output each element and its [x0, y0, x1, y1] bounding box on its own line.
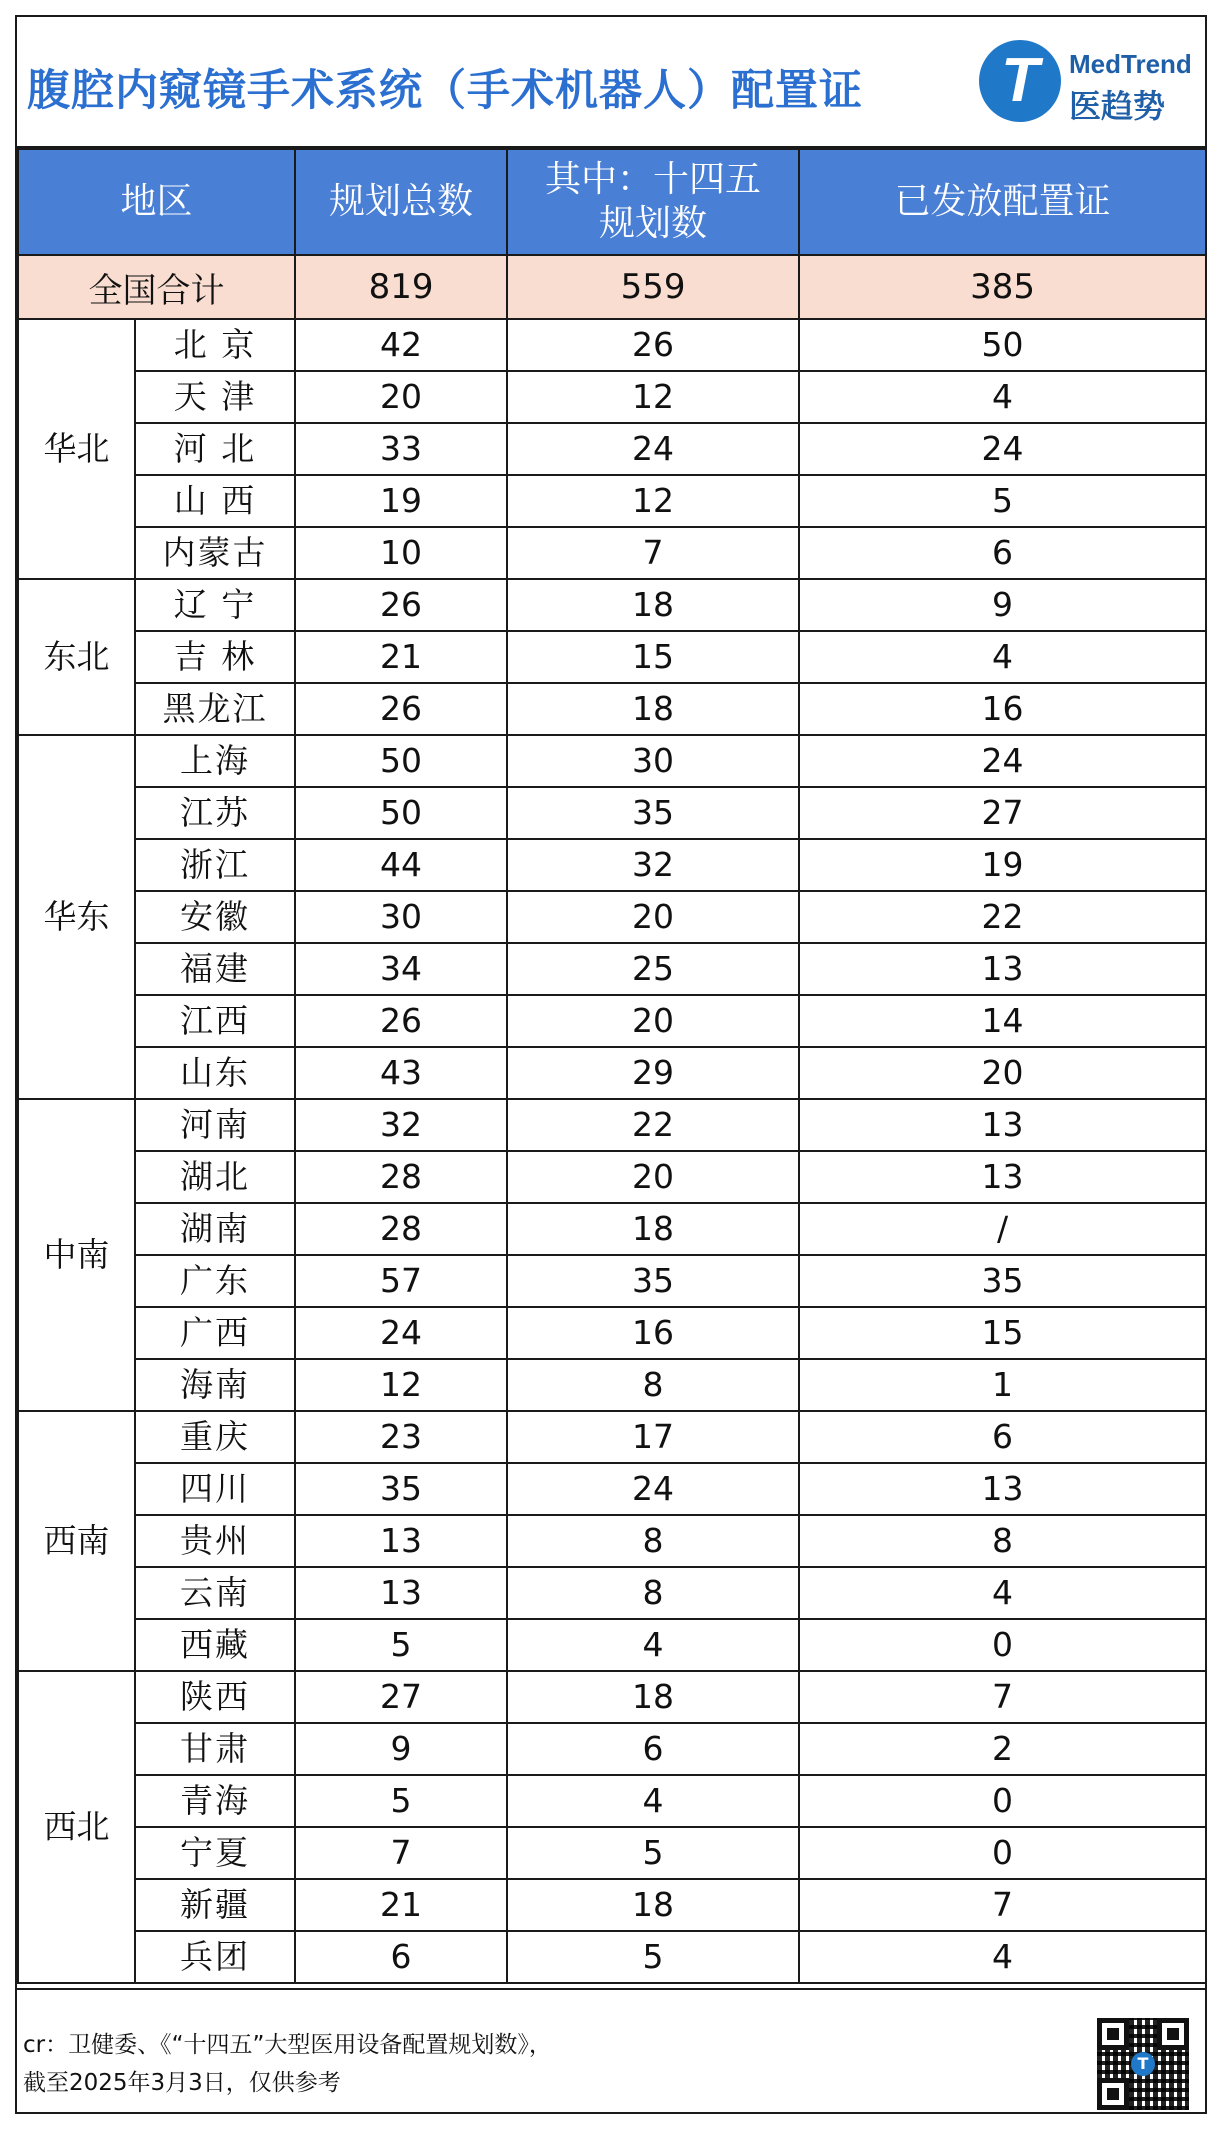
- plan14-cell: 5: [507, 1931, 799, 1983]
- plan14-cell: 17: [507, 1411, 799, 1463]
- table-row: [18, 1203, 1206, 1255]
- planned-total-cell: 50: [295, 735, 507, 787]
- logo-text-cn: 医趋势: [1069, 87, 1166, 125]
- issued-cell: 5: [799, 475, 1206, 527]
- province-cell: 广西: [135, 1307, 295, 1359]
- province-cell: 四川: [135, 1463, 295, 1515]
- table-row: [18, 1671, 1206, 1723]
- planned-total-cell: 32: [295, 1099, 507, 1151]
- issued-cell: 6: [799, 1411, 1206, 1463]
- plan14-cell: 12: [507, 475, 799, 527]
- issued-cell: 50: [799, 319, 1206, 371]
- planned-total-cell: 9: [295, 1723, 507, 1775]
- province-cell: 辽 宁: [135, 579, 295, 631]
- planned-total-cell: 23: [295, 1411, 507, 1463]
- planned-total-cell: 28: [295, 1203, 507, 1255]
- province-cell: 山东: [135, 1047, 295, 1099]
- planned-total-cell: 34: [295, 943, 507, 995]
- plan14-cell: 7: [507, 527, 799, 579]
- issued-cell: 0: [799, 1775, 1206, 1827]
- planned-total-cell: 13: [295, 1515, 507, 1567]
- province-cell: 北 京: [135, 319, 295, 371]
- issued-cell: 7: [799, 1671, 1206, 1723]
- plan14-cell: 20: [507, 891, 799, 943]
- plan14-cell: 20: [507, 995, 799, 1047]
- province-cell: 海南: [135, 1359, 295, 1411]
- issued-cell: 4: [799, 1931, 1206, 1983]
- plan14-cell: 18: [507, 1879, 799, 1931]
- table-row: [18, 475, 1206, 527]
- plan14-cell: 8: [507, 1515, 799, 1567]
- plan14-cell: 8: [507, 1567, 799, 1619]
- issued-cell: 4: [799, 1567, 1206, 1619]
- table-row: [18, 423, 1206, 475]
- table-row: [18, 371, 1206, 423]
- planned-total-cell: 28: [295, 1151, 507, 1203]
- planned-total-cell: 21: [295, 1879, 507, 1931]
- issued-cell: 13: [799, 1099, 1206, 1151]
- plan14-cell: 30: [507, 735, 799, 787]
- title-bar: [17, 17, 1205, 148]
- province-cell: 内蒙古: [135, 527, 295, 579]
- table-row: [18, 1619, 1206, 1671]
- planned-total-cell: 24: [295, 1307, 507, 1359]
- province-cell: 浙江: [135, 839, 295, 891]
- header-region: 地区: [18, 149, 295, 255]
- planned-total-cell: 5: [295, 1619, 507, 1671]
- province-cell: 湖南: [135, 1203, 295, 1255]
- table-row: [18, 735, 1206, 787]
- planned-total-cell: 12: [295, 1359, 507, 1411]
- region-cell: 西北: [18, 1671, 135, 1983]
- total-planned: 819: [295, 255, 507, 319]
- plan14-cell: 16: [507, 1307, 799, 1359]
- issued-cell: 2: [799, 1723, 1206, 1775]
- issued-cell: 19: [799, 839, 1206, 891]
- planned-total-cell: 5: [295, 1775, 507, 1827]
- table-row: [18, 1931, 1206, 1983]
- province-cell: 安徽: [135, 891, 295, 943]
- table-row: [18, 527, 1206, 579]
- region-cell: 华东: [18, 735, 135, 1099]
- planned-total-cell: 21: [295, 631, 507, 683]
- plan14-cell: 29: [507, 1047, 799, 1099]
- plan14-cell: 4: [507, 1619, 799, 1671]
- table-row: [18, 1879, 1206, 1931]
- province-cell: 江苏: [135, 787, 295, 839]
- province-cell: 上海: [135, 735, 295, 787]
- province-cell: 贵州: [135, 1515, 295, 1567]
- issued-cell: 1: [799, 1359, 1206, 1411]
- plan14-cell: 25: [507, 943, 799, 995]
- province-cell: 河 北: [135, 423, 295, 475]
- total-label: 全国合计: [18, 255, 295, 319]
- table-row: [18, 1255, 1206, 1307]
- planned-total-cell: 57: [295, 1255, 507, 1307]
- issued-cell: 8: [799, 1515, 1206, 1567]
- header-total: 规划总数: [295, 149, 507, 255]
- province-cell: 湖北: [135, 1151, 295, 1203]
- table-row: [18, 319, 1206, 371]
- region-cell: 中南: [18, 1099, 135, 1411]
- planned-total-cell: 26: [295, 995, 507, 1047]
- plan14-cell: 15: [507, 631, 799, 683]
- planned-total-cell: 13: [295, 1567, 507, 1619]
- plan14-cell: 18: [507, 683, 799, 735]
- plan14-cell: 32: [507, 839, 799, 891]
- header-plan14-line1: 其中：十四五: [545, 159, 762, 200]
- plan14-cell: 22: [507, 1099, 799, 1151]
- province-cell: 青海: [135, 1775, 295, 1827]
- table-row: [18, 1099, 1206, 1151]
- issued-cell: 13: [799, 1151, 1206, 1203]
- plan14-cell: 18: [507, 579, 799, 631]
- province-cell: 广东: [135, 1255, 295, 1307]
- planned-total-cell: 35: [295, 1463, 507, 1515]
- plan14-cell: 20: [507, 1151, 799, 1203]
- table-row: [18, 1567, 1206, 1619]
- qr-finder-top-left: [1097, 2018, 1129, 2050]
- plan14-cell: 35: [507, 1255, 799, 1307]
- province-cell: 新疆: [135, 1879, 295, 1931]
- qr-finder-top-right: [1157, 2018, 1189, 2050]
- table-row: [18, 1463, 1206, 1515]
- table-row: [18, 995, 1206, 1047]
- table-row: [18, 891, 1206, 943]
- province-cell: 宁夏: [135, 1827, 295, 1879]
- issued-cell: 4: [799, 371, 1206, 423]
- planned-total-cell: 26: [295, 579, 507, 631]
- total-issued: 385: [799, 255, 1206, 319]
- province-cell: 兵团: [135, 1931, 295, 1983]
- planned-total-cell: 20: [295, 371, 507, 423]
- table-row: [18, 1723, 1206, 1775]
- table-row: [18, 1047, 1206, 1099]
- header-plan14-line2: 规划数: [599, 203, 708, 244]
- table-row: [18, 1827, 1206, 1879]
- planned-total-cell: 19: [295, 475, 507, 527]
- planned-total-cell: 50: [295, 787, 507, 839]
- issued-cell: 35: [799, 1255, 1206, 1307]
- plan14-cell: 24: [507, 1463, 799, 1515]
- planned-total-cell: 30: [295, 891, 507, 943]
- issued-cell: 0: [799, 1827, 1206, 1879]
- planned-total-cell: 7: [295, 1827, 507, 1879]
- issued-cell: 14: [799, 995, 1206, 1047]
- planned-total-cell: 33: [295, 423, 507, 475]
- plan14-cell: 18: [507, 1203, 799, 1255]
- issued-cell: 7: [799, 1879, 1206, 1931]
- province-cell: 福建: [135, 943, 295, 995]
- table-row: [18, 1359, 1206, 1411]
- province-cell: 山 西: [135, 475, 295, 527]
- table-row: [18, 1411, 1206, 1463]
- region-cell: 西南: [18, 1411, 135, 1671]
- planned-total-cell: 26: [295, 683, 507, 735]
- header-plan14: [507, 149, 799, 255]
- province-cell: 陕西: [135, 1671, 295, 1723]
- table-row: [18, 839, 1206, 891]
- issued-cell: /: [799, 1203, 1206, 1255]
- planned-total-cell: 10: [295, 527, 507, 579]
- plan14-cell: 4: [507, 1775, 799, 1827]
- issued-cell: 27: [799, 787, 1206, 839]
- source-note-line1: cr：卫健委、《“十四五”大型医用设备配置规划数》，: [23, 2032, 552, 2058]
- planned-total-cell: 6: [295, 1931, 507, 1983]
- page-title: 腹腔内窥镜手术系统（手术机器人）配置证: [27, 66, 863, 116]
- table-row: [18, 1307, 1206, 1359]
- page-frame: [15, 15, 1207, 2114]
- plan14-cell: 5: [507, 1827, 799, 1879]
- table-row: [18, 631, 1206, 683]
- province-cell: 江西: [135, 995, 295, 1047]
- table-row: [18, 1515, 1206, 1567]
- province-cell: 吉 林: [135, 631, 295, 683]
- table-row: [18, 683, 1206, 735]
- planned-total-cell: 42: [295, 319, 507, 371]
- header-issued: 已发放配置证: [799, 149, 1206, 255]
- issued-cell: 6: [799, 527, 1206, 579]
- source-note-line2: 截至2025年3月3日，仅供参考: [23, 2070, 341, 2096]
- qr-code-icon: [1097, 2018, 1189, 2110]
- issued-cell: 16: [799, 683, 1206, 735]
- planned-total-cell: 27: [295, 1671, 507, 1723]
- province-cell: 河南: [135, 1099, 295, 1151]
- issued-cell: 24: [799, 735, 1206, 787]
- national-total-row: [18, 255, 1206, 319]
- table-row: [18, 943, 1206, 995]
- medtrend-logo: [979, 37, 1192, 127]
- table-header-row: [18, 149, 1206, 255]
- issued-cell: 0: [799, 1619, 1206, 1671]
- province-cell: 黑龙江: [135, 683, 295, 735]
- issued-cell: 9: [799, 579, 1206, 631]
- issued-cell: 20: [799, 1047, 1206, 1099]
- planned-total-cell: 43: [295, 1047, 507, 1099]
- footer: [17, 1988, 1205, 2112]
- province-cell: 重庆: [135, 1411, 295, 1463]
- table-row: [18, 1151, 1206, 1203]
- issued-cell: 15: [799, 1307, 1206, 1359]
- issued-cell: 4: [799, 631, 1206, 683]
- region-cell: 华北: [18, 319, 135, 579]
- plan14-cell: 18: [507, 1671, 799, 1723]
- region-cell: 东北: [18, 579, 135, 735]
- table-row: [18, 1775, 1206, 1827]
- qr-logo-icon: T: [1131, 2052, 1155, 2076]
- logo-t-icon: [979, 40, 1061, 122]
- issued-cell: 13: [799, 943, 1206, 995]
- plan14-cell: 35: [507, 787, 799, 839]
- province-cell: 西藏: [135, 1619, 295, 1671]
- plan14-cell: 6: [507, 1723, 799, 1775]
- province-cell: 甘肃: [135, 1723, 295, 1775]
- plan14-cell: 8: [507, 1359, 799, 1411]
- province-cell: 云南: [135, 1567, 295, 1619]
- issued-cell: 22: [799, 891, 1206, 943]
- total-plan14: 559: [507, 255, 799, 319]
- planned-total-cell: 44: [295, 839, 507, 891]
- plan14-cell: 26: [507, 319, 799, 371]
- issued-cell: 24: [799, 423, 1206, 475]
- logo-letter: T: [1001, 46, 1039, 115]
- qr-finder-bottom-left: [1097, 2078, 1129, 2110]
- logo-text-en: MedTrend: [1069, 49, 1192, 79]
- plan14-cell: 12: [507, 371, 799, 423]
- config-table: [17, 148, 1207, 1984]
- province-cell: 天 津: [135, 371, 295, 423]
- plan14-cell: 24: [507, 423, 799, 475]
- table-row: [18, 579, 1206, 631]
- source-note: [23, 2026, 552, 2102]
- table-row: [18, 787, 1206, 839]
- issued-cell: 13: [799, 1463, 1206, 1515]
